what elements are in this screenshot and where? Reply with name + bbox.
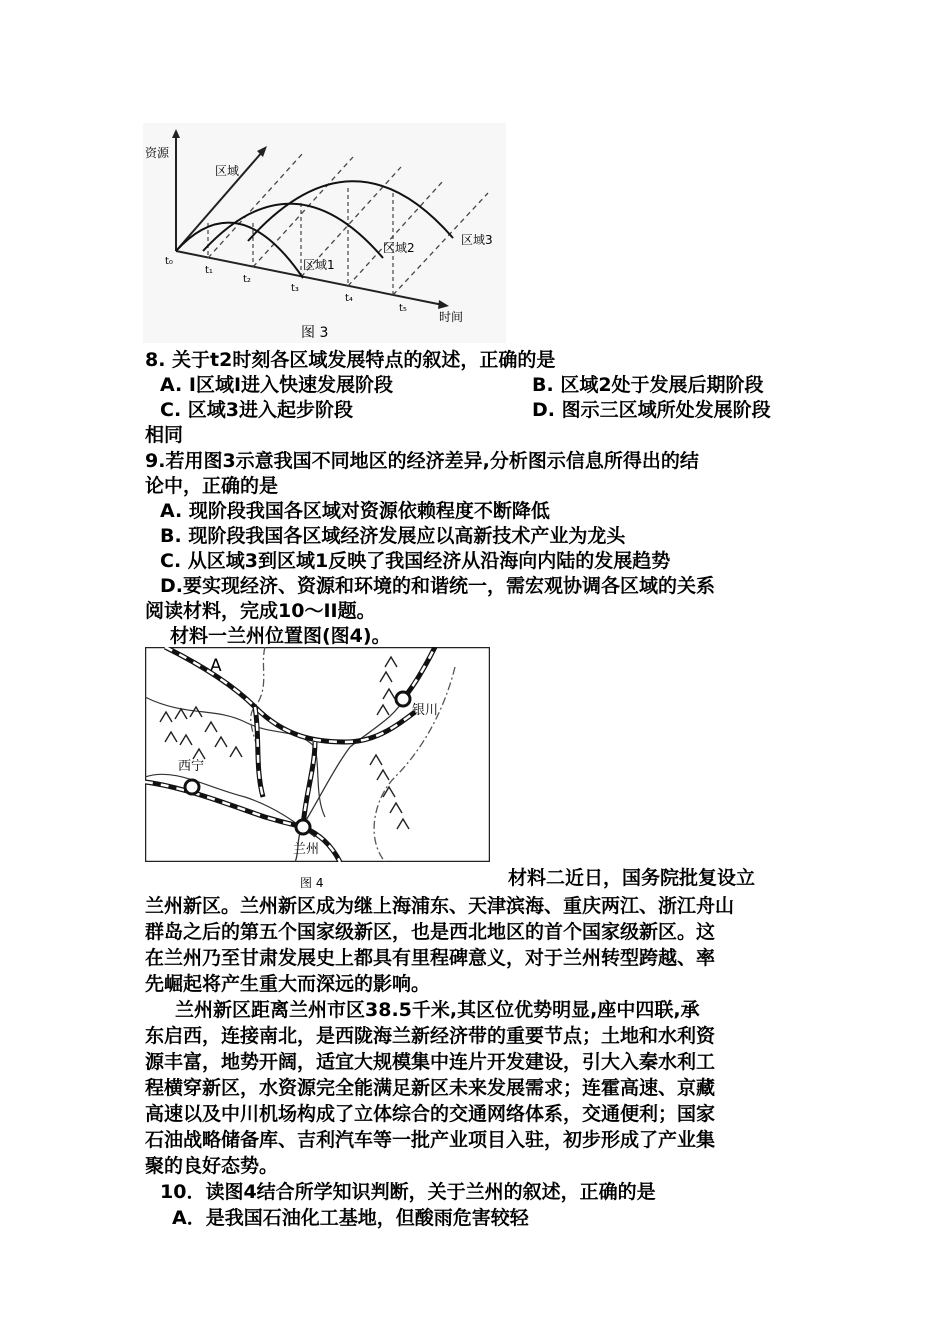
q9-option-c: C. 从区域3到区域1反映了我国经济从沿海向内陆的发展趋势 <box>160 550 671 572</box>
fig3-caption: 图 3 <box>301 325 329 341</box>
fig4-caption: 图 4 <box>300 876 324 890</box>
fig4-label-yinchuan: 银川 <box>412 703 439 718</box>
fig3-label-x: 时间 <box>439 310 464 324</box>
fig3-region1-label: 区域1 <box>303 258 335 272</box>
figure-3 <box>143 123 506 343</box>
fig4-label-lanzhou: 兰州 <box>293 842 320 857</box>
material-2-line-4: 在兰州乃至甘肃发展史上都具有里程碑意义，对于兰州转型跨越、率 <box>145 947 716 969</box>
q10-option-a: A．是我国石油化工基地，但酸雨危害较轻 <box>172 1207 529 1229</box>
q8-option-a: A. Ⅰ区域Ⅰ进入快速发展阶段 <box>160 374 394 396</box>
q9-stem-1: 9.若用图3示意我国不同地区的经济差异,分析图示信息所得出的结 <box>145 450 699 472</box>
figure-4-svg <box>145 647 490 862</box>
fig3-origin: t₀ <box>165 256 173 267</box>
material-2-p2-line-5: 高速以及中川机场构成了立体综合的交通网络体系，交通便利；国家 <box>145 1103 716 1125</box>
fig3-tick-5: t₅ <box>399 303 407 314</box>
material-2-p2-line-7: 聚的良好态势。 <box>145 1155 279 1177</box>
q8-stem: 8. 关于t2时刻各区域发展特点的叙述，正确的是 <box>145 349 556 371</box>
q8-option-b: B. 区域2处于发展后期阶段 <box>532 374 764 396</box>
fig3-tick-1: t₁ <box>205 265 213 276</box>
material-1-title: 材料一兰州位置图(图4)。 <box>170 625 391 647</box>
material-2-line-2: 兰州新区。兰州新区成为继上海浦东、天津滨海、重庆两江、浙江舟山 <box>145 895 735 917</box>
material-2-p2-line-6: 石油战略储备库、吉利汽车等一批产业项目入驻，初步形成了产业集 <box>145 1129 716 1151</box>
figure-4-map <box>145 647 490 862</box>
fig3-label-diag: 区域 <box>215 164 240 178</box>
q8-option-c: C. 区域3进入起步阶段 <box>160 399 353 421</box>
fig4-label-xining: 西宁 <box>178 759 205 774</box>
q9-option-d: D.要实现经济、资源和环境的和谐统一，需宏观协调各区域的关系 <box>160 575 715 597</box>
figure-3-diagram <box>143 123 506 343</box>
fig3-tick-3: t₃ <box>291 283 299 294</box>
fig3-region3-label: 区域3 <box>461 233 493 247</box>
fig3-tick-4: t₄ <box>345 293 353 304</box>
q9-stem-2: 论中，正确的是 <box>145 475 279 497</box>
material-2-p2-line-3: 源丰富，地势开阔，适宜大规模集中连片开发建设，引大入秦水利工 <box>145 1051 716 1073</box>
fig3-region2-label: 区域2 <box>383 241 415 255</box>
material-2-p2-line-2: 东启西，连接南北，是西陇海兰新经济带的重要节点；土地和水利资 <box>145 1025 716 1047</box>
q8-option-d-cont: 相同 <box>145 424 184 446</box>
q8-option-d: D. 图示三区域所处发展阶段 <box>532 399 771 421</box>
fig3-label-y: 资源 <box>145 146 170 160</box>
material-2-line-1: 材料二近日，国务院批复设立 <box>508 867 756 889</box>
q9-option-a: A. 现阶段我国各区域对资源依赖程度不断降低 <box>160 500 550 522</box>
fig4-city-xining <box>185 780 199 794</box>
fig4-label-a: A <box>210 656 222 676</box>
q10-stem: 10．读图4结合所学知识判断，关于兰州的叙述，正确的是 <box>160 1181 656 1203</box>
fig3-tick-2: t₂ <box>243 274 251 285</box>
q9-option-b: B. 现阶段我国各区域经济发展应以高新技术产业为龙头 <box>160 525 626 547</box>
fig4-city-yinchuan <box>396 692 410 706</box>
material-2-p2-line-4: 程横穿新区，水资源完全能满足新区未来发展需求；连霍高速、京藏 <box>145 1077 716 1099</box>
reading-intro: 阅读材料，完成10～II题。 <box>145 600 376 622</box>
material-2-p2-line-1: 兰州新区距离兰州市区38.5千米,其区位优势明显,座中四联,承 <box>175 999 700 1021</box>
material-2-line-5: 先崛起将产生重大而深远的影响。 <box>145 973 431 995</box>
fig4-city-lanzhou <box>296 820 310 834</box>
material-2-line-3: 群岛之后的第五个国家级新区，也是西北地区的首个国家级新区。这 <box>145 921 716 943</box>
